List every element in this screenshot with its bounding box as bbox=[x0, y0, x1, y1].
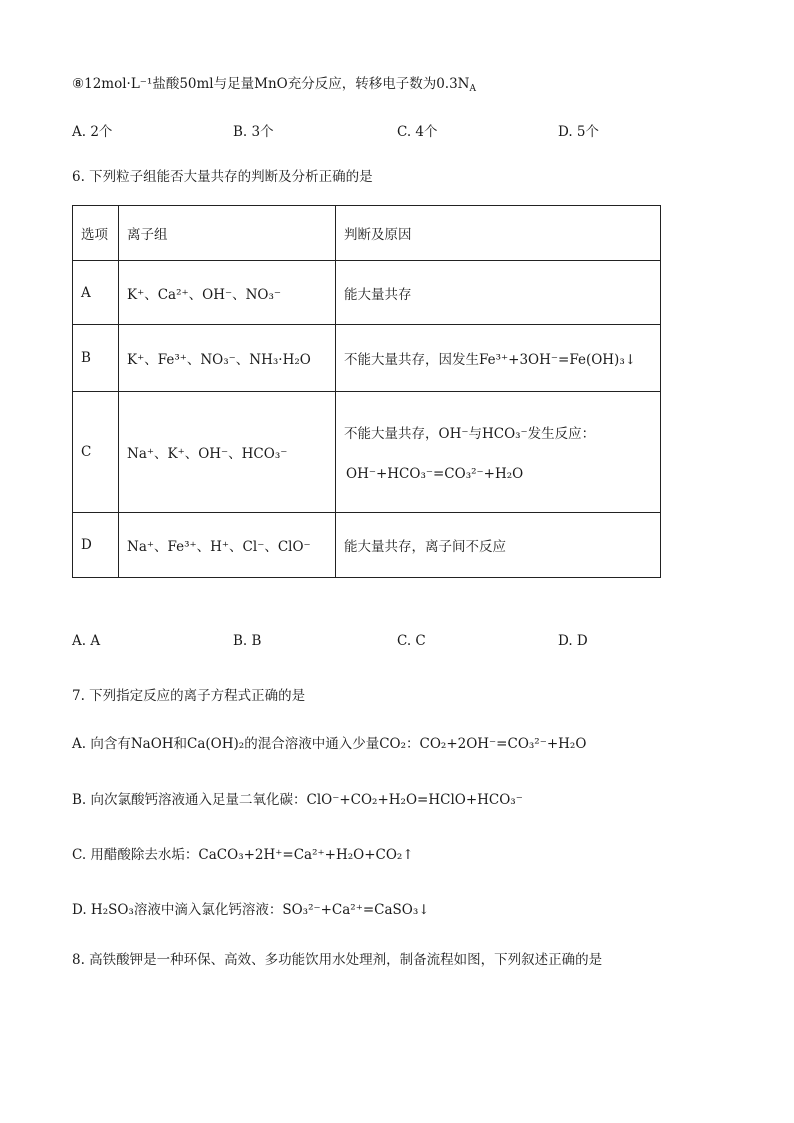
row-equation: OH⁻+HCO₃⁻=CO₃²⁻+H₂O bbox=[346, 466, 524, 482]
row-option: C bbox=[73, 392, 119, 513]
q8-stem: 8. 高铁酸钾是一种环保、高效、多功能饮用水处理剂，制备流程如图，下列叙述正确的是 bbox=[72, 952, 603, 968]
row-ions: Na⁺、K⁺、OH⁻、HCO₃⁻ bbox=[119, 392, 336, 513]
ion-table bbox=[72, 205, 661, 578]
q5-option-c: C. 4个 bbox=[397, 124, 438, 140]
statement-8-subscript: A bbox=[469, 84, 476, 94]
q6-option-a: A. A bbox=[72, 633, 101, 649]
q7-option-b: B. 向次氯酸钙溶液通入足量二氧化碳：ClO⁻+CO₂+H₂O=HClO+HCO₃⁻ bbox=[72, 792, 523, 808]
table-row bbox=[73, 513, 661, 578]
header-option: 选项 bbox=[73, 206, 119, 261]
row-ions: K⁺、Ca²⁺、OH⁻、NO₃⁻ bbox=[119, 261, 336, 325]
header-ions: 离子组 bbox=[119, 206, 336, 261]
q5-option-a: A. 2个 bbox=[72, 124, 113, 140]
q6-option-d: D. D bbox=[558, 633, 588, 649]
header-judgment: 判断及原因 bbox=[336, 206, 661, 261]
table-row bbox=[73, 325, 661, 392]
q6-stem: 6. 下列粒子组能否大量共存的判断及分析正确的是 bbox=[72, 169, 373, 185]
row-judgment: 不能大量共存，因发生Fe³⁺+3OH⁻=Fe(OH)₃↓ bbox=[336, 325, 661, 392]
q5-option-d: D. 5个 bbox=[558, 124, 600, 140]
table-header-row bbox=[73, 206, 661, 261]
table-row bbox=[73, 261, 661, 325]
statement-8-text: ⑧12mol·L⁻¹盐酸50ml与足量MnO充分反应，转移电子数为0.3N bbox=[72, 76, 470, 92]
row-ions: Na⁺、Fe³⁺、H⁺、Cl⁻、ClO⁻ bbox=[119, 513, 336, 578]
q6-option-b: B. B bbox=[233, 633, 262, 649]
q7-stem: 7. 下列指定反应的离子方程式正确的是 bbox=[72, 688, 306, 704]
row-ions: K⁺、Fe³⁺、NO₃⁻、NH₃·H₂O bbox=[119, 325, 336, 392]
q7-option-c: C. 用醋酸除去水垢：CaCO₃+2H⁺=Ca²⁺+H₂O+CO₂↑ bbox=[72, 847, 414, 863]
statement-8 bbox=[72, 74, 476, 99]
row-option: B bbox=[73, 325, 119, 392]
row-judgment-cell bbox=[336, 392, 661, 513]
q6-option-c: C. C bbox=[397, 633, 426, 649]
q5-option-b: B. 3个 bbox=[233, 124, 274, 140]
q7-option-a: A. 向含有NaOH和Ca(OH)₂的混合溶液中通入少量CO₂：CO₂+2OH⁻=CO₃²⁻+H₂O bbox=[72, 736, 587, 752]
row-judgment: 能大量共存，离子间不反应 bbox=[336, 513, 661, 578]
row-option: D bbox=[73, 513, 119, 578]
row-option: A bbox=[73, 261, 119, 325]
row-judgment: 不能大量共存，OH⁻与HCO₃⁻发生反应： bbox=[344, 426, 596, 442]
q7-option-d: D. H₂SO₃溶液中滴入氯化钙溶液：SO₃²⁻+Ca²⁺=CaSO₃↓ bbox=[72, 902, 430, 918]
row-judgment: 能大量共存 bbox=[336, 261, 661, 325]
table-row bbox=[73, 392, 661, 513]
